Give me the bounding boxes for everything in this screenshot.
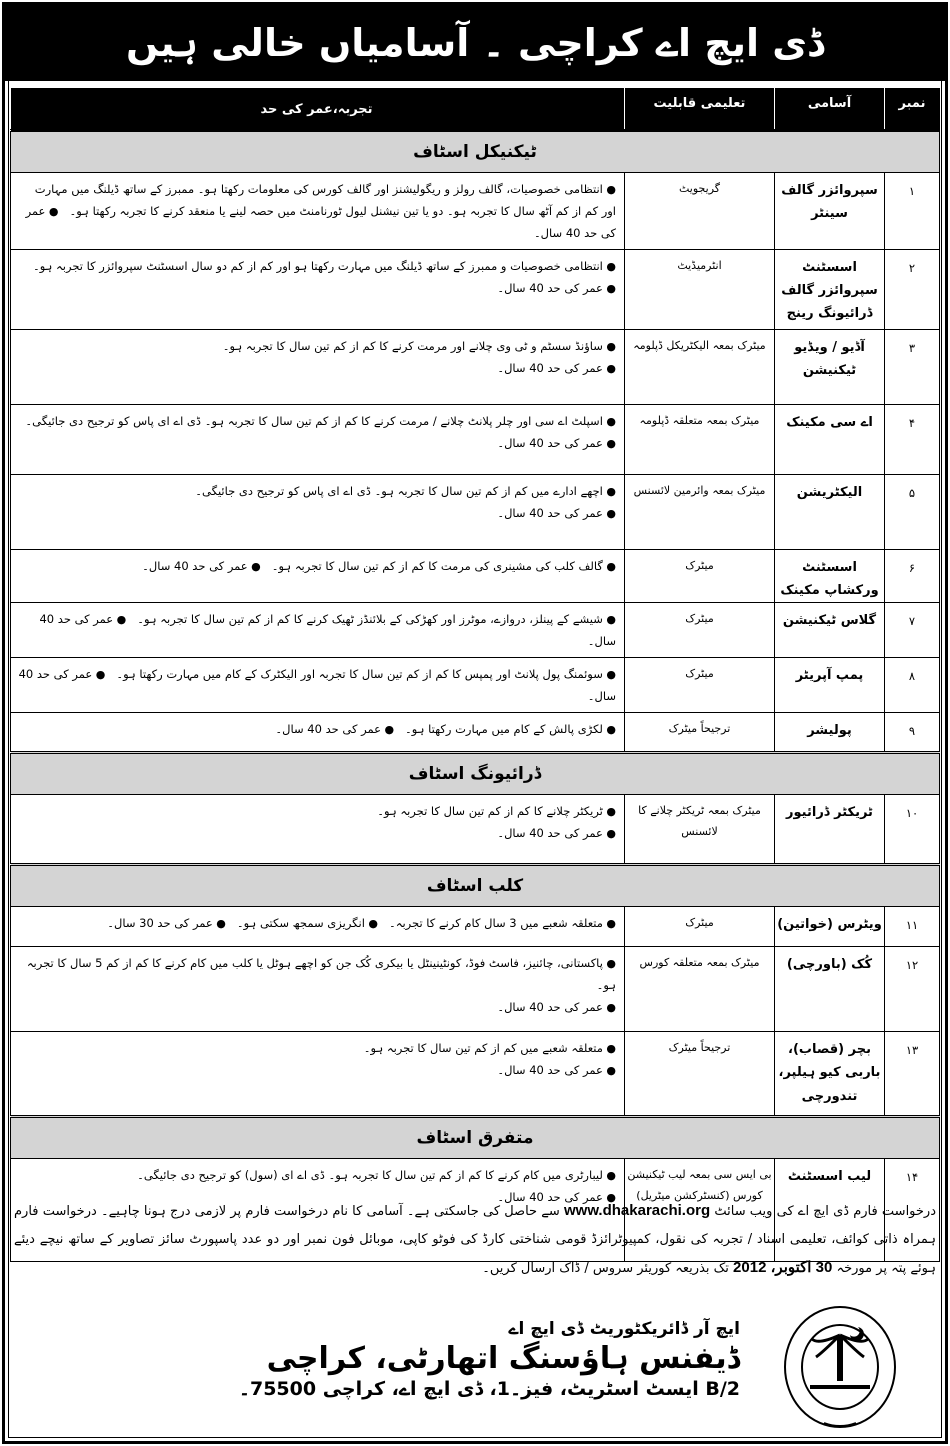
table-row xyxy=(11,906,940,946)
post-name: اسسٹنٹ سپروائزر گالف ڈرائیونگ رینج xyxy=(775,249,885,329)
qualification: میٹرک xyxy=(625,603,775,658)
post-name: آڈیو / ویڈیو ٹیکنیشن xyxy=(775,329,885,404)
qualification: ترجیحاً میٹرک xyxy=(625,1031,775,1116)
requirement: ● انگریزی سمجھ سکتی ہو۔ xyxy=(237,916,378,930)
row-number: ۱۰ xyxy=(885,794,940,864)
requirement: ● عمر کی حد 40 سال۔ xyxy=(497,281,616,295)
instructions-text: درخواست فارم ڈی ایچ اے کی ویب سائٹ xyxy=(714,1204,937,1219)
row-number: ۳ xyxy=(885,329,940,404)
website-link[interactable]: www.dhakarachi.org xyxy=(563,1202,711,1219)
row-number: ۱۱ xyxy=(885,906,940,946)
instructions-text: تک بذریعہ کوریئر سروس / ڈاک ارسال کریں۔ xyxy=(482,1261,729,1277)
address-organization: ڈیفنس ہاؤسنگ اتھارٹی، کراچی xyxy=(266,1341,740,1376)
requirement: ● عمر کی حد 40 سال۔ xyxy=(26,204,616,240)
qualification: میٹرک xyxy=(625,658,775,713)
address-department: ایچ آر ڈائریکٹوریٹ ڈی ایچ اے xyxy=(508,1319,740,1339)
table-row xyxy=(11,603,940,658)
table-row xyxy=(11,249,940,329)
post-name: الیکٹریشن xyxy=(775,474,885,549)
requirement: ● عمر کی حد 40 سال۔ xyxy=(39,612,616,648)
requirement: ● لکڑی پالش کے کام میں مہارت رکھتا ہو۔ xyxy=(405,722,616,736)
requirement: ● سوئمنگ پول پلانٹ اور پمپس کا کم از کم تین سال کا تجربہ اور الیکٹرک کے کام میں مہارت رکھتا ہو۔ xyxy=(116,667,616,681)
qualification: میٹرک xyxy=(625,549,775,603)
qualification: ترجیحاً میٹرک xyxy=(625,712,775,752)
requirement: ● متعلقہ شعبے میں 3 سال کام کرنے کا تجربہ۔ xyxy=(389,916,616,930)
row-number: ۱۳ xyxy=(885,1031,940,1116)
row-number: ۵ xyxy=(885,474,940,549)
experience-cell xyxy=(11,603,625,658)
experience-cell xyxy=(11,249,625,329)
qualification: میٹرک بمعہ متعلقہ کورس xyxy=(625,946,775,1031)
section-title: ڈرائیونگ اسٹاف xyxy=(11,752,940,794)
requirement: ● عمر کی حد 30 سال۔ xyxy=(107,916,226,930)
requirement: ● عمر کی حد 40 سال۔ xyxy=(275,722,394,736)
requirement: ● عمر کی حد 40 سال۔ xyxy=(497,1063,616,1077)
post-name: پولیشر xyxy=(775,712,885,752)
address-block xyxy=(100,1318,740,1400)
requirement: ● عمر کی حد 40 سال۔ xyxy=(497,506,616,520)
table-row xyxy=(11,1031,940,1116)
table-row xyxy=(11,549,940,603)
table-row xyxy=(11,712,940,752)
experience-cell xyxy=(11,329,625,404)
requirement: ● گالف کلب کی مشینری کی مرمت کا کم از کم تین سال کا تجربہ ہو۔ xyxy=(272,559,616,573)
row-number: ۱ xyxy=(885,173,940,250)
requirement: ● عمر کی حد 40 سال۔ xyxy=(142,559,261,573)
experience-cell xyxy=(11,712,625,752)
requirement: ● پاکستانی، چائنیز، فاسٹ فوڈ، کونٹینینٹل یا بیکری کُک جن کو اچھے ہوٹل یا کلب میں کام کرنے کا کم از کم 5 سال کا تجربہ ہو۔ xyxy=(27,956,616,992)
requirement: ● ٹریکٹر چلانے کا کم از کم تین سال کا تجربہ ہو۔ xyxy=(377,804,616,818)
post-name: گلاس ٹیکنیشن xyxy=(775,603,885,658)
requirement: ● ساؤنڈ سسٹم و ٹی وی چلانے اور مرمت کرنے کا کم از کم تین سال کا تجربہ ہو۔ xyxy=(223,339,616,353)
post-name: ویٹرس (خواتین) xyxy=(775,906,885,946)
requirement: ● اچھے ادارے میں کم از کم تین سال کا تجربہ ہو۔ ڈی اے ای پاس کو ترجیح دی جائیگی۔ xyxy=(195,484,616,498)
section-title: کلب اسٹاف xyxy=(11,864,940,906)
header-experience: تجربہ،عمر کی حد xyxy=(11,89,625,131)
section-header xyxy=(11,864,940,906)
section-title: متفرق اسٹاف xyxy=(11,1116,940,1158)
section-header xyxy=(11,752,940,794)
qualification: گریجویٹ xyxy=(625,173,775,250)
section-header xyxy=(11,131,940,173)
instructions-text: سے حاصل کی جاسکتی ہے۔ آسامی کا نام درخواست فارم پر لازمی درج ہونا چاہیے۔ درخواست فارم ہمراہ ذاتی کوائف، تعلیمی اسناد / تجربہ کی نقول، کمپیوٹرائزڈ قومی شناختی کارڈ کی فوٹو کاپی، موبائل فون نمبر اور دو عدد پاسپورٹ سائز تصاویر کے ساتھ نیچے دیئے ہوئے پتہ پر مورخہ xyxy=(14,1204,936,1277)
row-number: ۷ xyxy=(885,603,940,658)
row-number: ۶ xyxy=(885,549,940,603)
table-row xyxy=(11,329,940,404)
table-row xyxy=(11,404,940,474)
post-name: ٹریکٹر ڈرائیور xyxy=(775,794,885,864)
experience-cell xyxy=(11,173,625,250)
table-header xyxy=(11,89,940,131)
table-row xyxy=(11,794,940,864)
experience-cell xyxy=(11,658,625,713)
post-name: اسسٹنٹ ورکشاپ مکینک xyxy=(775,549,885,603)
qualification: بی ایس سی بمعہ لیب ٹیکنیشن کورس (کنسٹرکشن میٹریل) xyxy=(625,1158,775,1261)
requirement: ● انتظامی خصوصیات و ممبرز کے ساتھ ڈیلنگ میں مہارت رکھتا ہو اور کم از کم دو سال اسسٹنٹ سپروائزر کا تجربہ ہو۔ xyxy=(33,259,616,273)
post-name: اے سی مکینک xyxy=(775,404,885,474)
requirement: ● عمر کی حد 40 سال۔ xyxy=(497,1190,616,1204)
section-header xyxy=(11,1116,940,1158)
requirement: ● عمر کی حد 40 سال۔ xyxy=(19,667,616,703)
qualification: انٹرمیڈیٹ xyxy=(625,249,775,329)
requirement: ● عمر کی حد 40 سال۔ xyxy=(497,1000,616,1014)
row-number: ۱۲ xyxy=(885,946,940,1031)
experience-cell xyxy=(11,906,625,946)
post-name: پمپ آپریٹر xyxy=(775,658,885,713)
experience-cell xyxy=(11,404,625,474)
post-name: لیب اسسٹنٹ xyxy=(775,1158,885,1261)
experience-cell xyxy=(11,946,625,1031)
experience-cell xyxy=(11,549,625,603)
table-row xyxy=(11,474,940,549)
qualification: میٹرک بمعہ متعلقہ ڈپلومہ xyxy=(625,404,775,474)
qualification: میٹرک بمعہ الیکٹریکل ڈپلومہ xyxy=(625,329,775,404)
application-instructions xyxy=(14,1196,936,1284)
experience-cell xyxy=(11,794,625,864)
section-title: ٹیکنیکل اسٹاف xyxy=(11,131,940,173)
header-qualification: تعلیمی قابلیت xyxy=(625,89,775,131)
row-number: ۹ xyxy=(885,712,940,752)
header-number: نمبر xyxy=(885,89,940,131)
post-name: بچر (قصاب)، باربی کیو ہیلپر، تندورچی xyxy=(775,1031,885,1116)
row-number: ۴ xyxy=(885,404,940,474)
requirement: ● اسپلٹ اے سی اور چلر پلانٹ چلانے / مرمت کرنے کا کم از کم تین سال کا تجربہ ہو۔ ڈی اے ای پاس کو ترجیح دی جائیگی۔ xyxy=(25,414,616,428)
vacancies-table xyxy=(10,88,940,1262)
post-name: کُک (باورچی) xyxy=(775,946,885,1031)
requirement: ● شیشے کے پینلز، دروازے، موٹرز اور کھڑکی کے بلائنڈز ٹھیک کرنے کا کم از کم تین سال کا تجربہ ہو۔ xyxy=(137,612,616,626)
requirement: ● عمر کی حد 40 سال۔ xyxy=(497,826,616,840)
deadline: 30 اکتوبر، 2012 xyxy=(733,1259,833,1277)
table-row xyxy=(11,946,940,1031)
row-number: ۲ xyxy=(885,249,940,329)
qualification: میٹرک بمعہ ٹریکٹر چلانے کا لائسنس xyxy=(625,794,775,864)
table-row xyxy=(11,658,940,713)
experience-cell xyxy=(11,474,625,549)
row-number: ۱۴ xyxy=(885,1158,940,1261)
ad-title: ڈی ایچ اے کراچی ۔ آسامیاں خالی ہیں xyxy=(5,5,945,81)
header-post: آسامی xyxy=(775,89,885,131)
post-name: سپروائزر گالف سینٹر xyxy=(775,173,885,250)
dha-logo-icon xyxy=(780,1305,900,1435)
experience-cell xyxy=(11,1031,625,1116)
requirement: ● عمر کی حد 40 سال۔ xyxy=(497,436,616,450)
qualification: میٹرک بمعہ وائرمین لائسنس xyxy=(625,474,775,549)
requirement: ● متعلقہ شعبے میں کم از کم تین سال کا تجربہ ہو۔ xyxy=(364,1041,616,1055)
requirement: ● عمر کی حد 40 سال۔ xyxy=(497,361,616,375)
address-street: 2/B ایسٹ اسٹریٹ، فیز۔1، ڈی ایچ اے، کراچی 75500۔ xyxy=(238,1378,740,1400)
row-number: ۸ xyxy=(885,658,940,713)
requirement: ● انتظامی خصوصیات، گالف رولز و ریگولیشنز اور گالف کورس کی معلومات رکھتا ہو۔ ممبرز کے ساتھ ڈیلنگ میں مہارت اور کم از کم آٹھ سال کا تجربہ ہو۔ دو یا تین نیشنل لیول ٹورنامنٹ میں حصہ لینے یا منعقد کرنے کا تجربہ رکھتا ہو۔ xyxy=(35,182,616,218)
table-row xyxy=(11,173,940,250)
requirement: ● لیبارٹری میں کام کرنے کا کم از کم تین سال کا تجربہ ہو۔ ڈی اے ای (سول) کو ترجیح دی جائیگی۔ xyxy=(137,1168,616,1182)
qualification: میٹرک xyxy=(625,906,775,946)
